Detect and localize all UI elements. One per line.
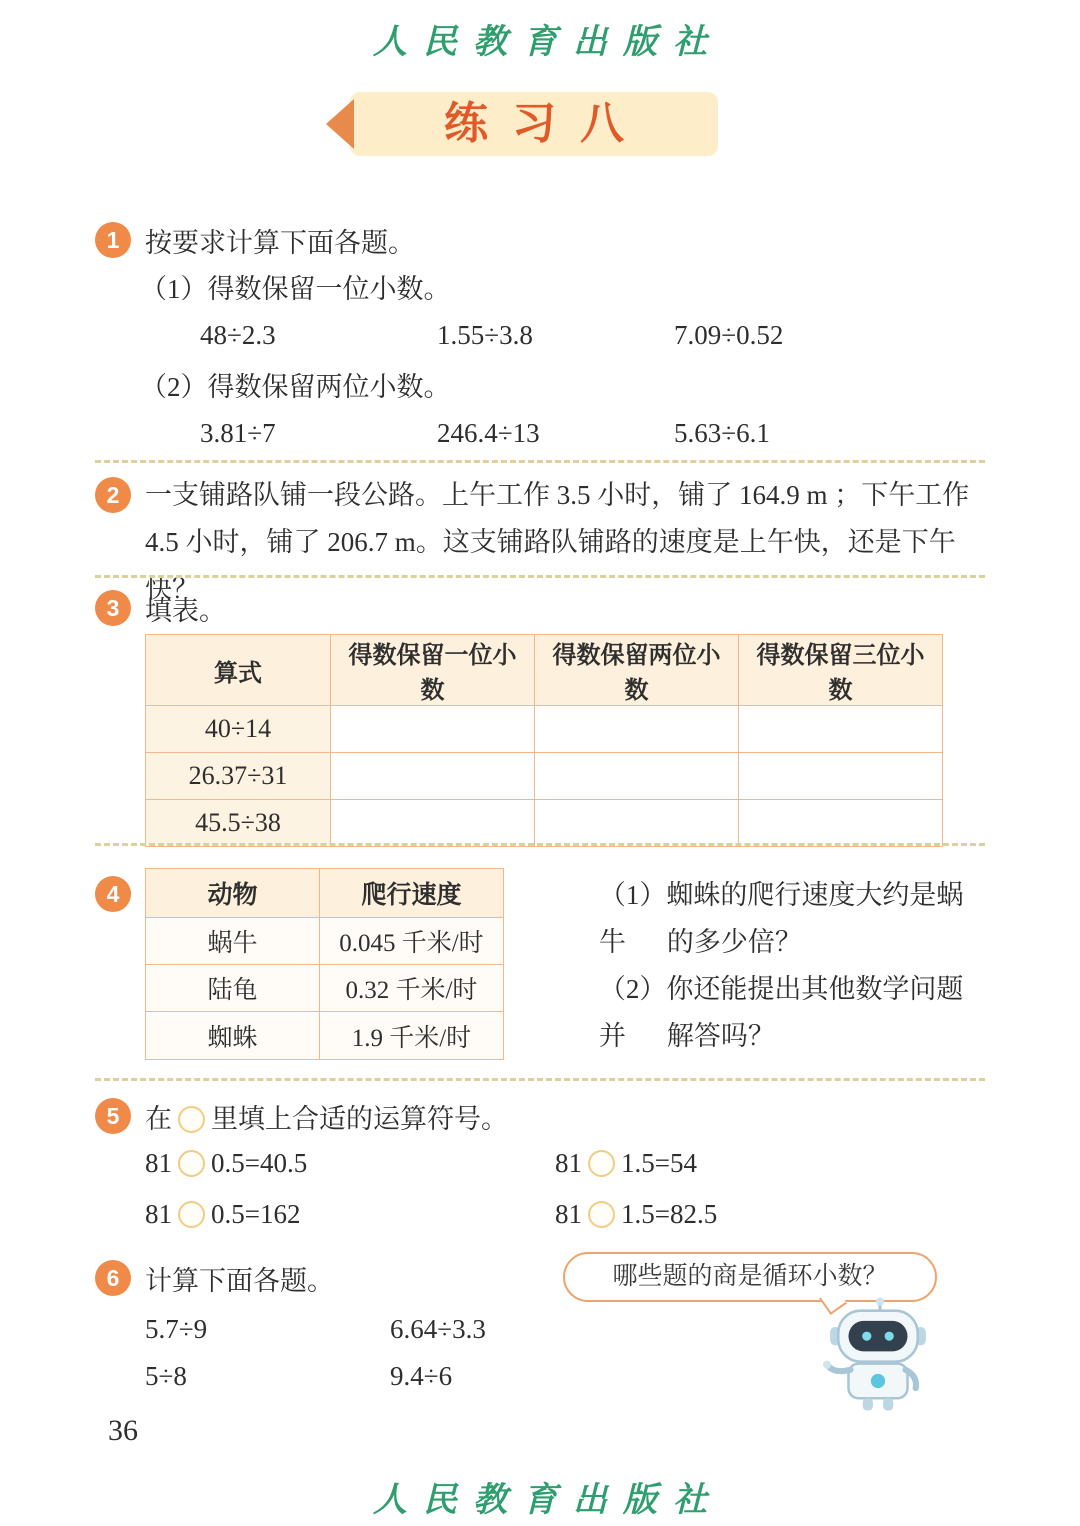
dashed-divider [95,843,985,846]
operator-blank-circle [588,1150,615,1177]
equation-lhs: 81 [145,1199,172,1229]
dashed-divider [95,1078,985,1081]
equation [555,1140,965,1187]
publisher-watermark-bottom: 人民教育出版社 [373,1482,723,1519]
math-problem: 1.55÷3.8 [437,320,533,350]
exercise-3-header [95,588,985,628]
equation-row [145,1191,985,1238]
exercise-prompt [145,1097,508,1136]
column-header: 算式 [146,635,331,706]
animal-cell: 蜘蛛 [146,1012,320,1060]
math-problem: 3.81÷7 [200,418,276,448]
exercise-3 [95,588,985,847]
operator-blank-circle [178,1201,205,1228]
exercise-number-badge: 1 [95,222,131,258]
robot-svg [822,1296,934,1414]
equation-rhs: 0.5=40.5 [211,1148,308,1178]
table-row [146,965,504,1012]
table-row [146,1012,504,1060]
prompt-line: 4.5 小时，铺了 206.7 m。这支铺路队铺路的速度是上午快，还是下午快？ [145,527,956,604]
animal-cell: 蜗牛 [146,917,320,964]
exercise-prompt: 计算下面各题。 [145,1265,334,1296]
exercise-1 [95,220,985,456]
exercise-prompt: 按要求计算下面各题。 [145,227,415,258]
prompt-text: 在 [145,1103,172,1134]
exercise-number-badge: 2 [95,477,131,513]
column-header: 得数保留一位小数 [331,635,535,706]
math-problem: 5÷8 [145,1361,187,1391]
question-list [599,872,985,1060]
problems-row [200,410,985,456]
column-header: 爬行速度 [320,869,504,918]
dashed-divider [95,460,985,463]
table-row [146,917,504,964]
math-problem: 7.09÷0.52 [674,320,784,350]
exercise-5 [95,1096,985,1238]
question-line: （1）蜘蛛的爬行速度大约是蜗牛 [598,880,964,957]
equation-rhs: 0.5=162 [211,1199,301,1229]
equation-lhs: 81 [555,1148,582,1178]
operator-blank-circle [178,1150,205,1177]
expression-cell: 40÷14 [146,706,331,753]
problems-row [200,312,985,358]
column-header: 得数保留两位小数 [535,635,739,706]
math-problem: 6.64÷3.3 [390,1314,486,1344]
math-problem: 5.63÷6.1 [674,418,770,448]
question-line: （2）你还能提出其他数学问题并 [598,974,964,1051]
prompt-line: 一支铺路队铺一段公路。上午工作 3.5 小时，铺了 164.9 m ；下午工作 [145,480,970,510]
question-line: 的多少倍？ [666,927,802,957]
math-problem: 48÷2.3 [200,320,276,350]
animal-cell: 陆龟 [146,965,320,1012]
column-header: 动物 [146,869,320,918]
table-header-row [146,635,943,706]
equation [145,1191,555,1238]
publisher-watermark-top: 人民教育出版社 [373,24,723,61]
page-title: 练习八 [444,99,648,148]
exercise-prompt: 填表。 [145,595,226,626]
part-label: （2）得数保留两位小数。 [140,372,451,402]
exercise-1-header [95,220,985,260]
equation-lhs: 81 [145,1148,172,1178]
column-header: 得数保留三位小数 [739,635,943,706]
answer-cell-blank [535,800,739,847]
answer-cell-blank [739,706,943,753]
speed-cell: 0.32 千米/时 [320,965,504,1012]
exercise-number-badge: 4 [95,876,131,912]
table-row [146,753,943,800]
answer-cell-blank [535,706,739,753]
equation [145,1140,555,1187]
answer-cell-blank [331,753,535,800]
table-header-row [146,869,504,918]
equation-lhs: 81 [555,1199,582,1229]
operator-blank-circle [588,1201,615,1228]
table-row [146,706,943,753]
dashed-divider [95,575,985,578]
title-banner [350,92,718,156]
math-problem: 246.4÷13 [437,418,540,448]
exercise-number-badge: 3 [95,590,131,626]
answer-cell-blank [331,706,535,753]
fill-in-table [145,634,943,847]
exercise-5-header [95,1096,985,1136]
exercise-2 [95,472,985,604]
expression-cell: 45.5÷38 [146,800,331,847]
part-label: （1）得数保留一位小数。 [140,274,451,304]
operator-blank-circle [178,1106,205,1133]
equation-row [145,1140,985,1187]
page-number: 36 [108,1414,138,1447]
math-problem: 9.4÷6 [390,1361,453,1391]
speed-cell: 1.9 千米/时 [320,1012,504,1060]
answer-cell-blank [739,753,943,800]
animal-speed-table [145,868,504,1060]
prompt-text: 里填上合适的运算符号。 [211,1103,508,1134]
equation [555,1191,965,1238]
equation-rhs: 1.5=54 [621,1148,697,1178]
equation-rhs: 1.5=82.5 [621,1199,718,1229]
table-row [146,800,943,847]
exercise-number-badge: 6 [95,1260,131,1296]
robot-mascot-icon [822,1296,934,1414]
expression-cell: 26.37÷31 [146,753,331,800]
exercise-4 [95,866,985,1060]
speech-bubble: 哪些题的商是循环小数？ [563,1252,937,1302]
exercise-prompt [145,472,975,604]
speed-cell: 0.045 千米/时 [320,917,504,964]
banner-ribbon-tip-icon [326,99,354,149]
question-line: 解答吗？ [666,1021,775,1051]
answer-cell-blank [739,800,943,847]
math-problem: 5.7÷9 [145,1314,208,1344]
answer-cell-blank [535,753,739,800]
answer-cell-blank [331,800,535,847]
exercise-number-badge: 5 [95,1098,131,1134]
